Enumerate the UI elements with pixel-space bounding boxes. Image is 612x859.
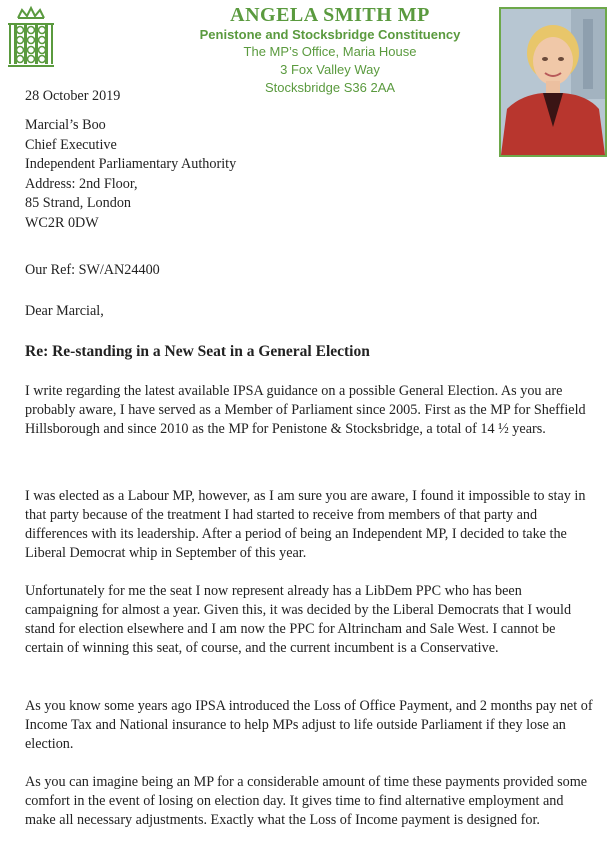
recipient-postcode: WC2R 0DW (25, 214, 99, 231)
recipient-address-line: Address: 2nd Floor, (25, 175, 138, 192)
recipient-organisation: Independent Parliamentary Authority (25, 156, 237, 172)
office-address-line: Stocksbridge S36 2AA (264, 80, 396, 95)
recipient-address (25, 116, 595, 233)
paragraph: As you know some years ago IPSA introduced the Loss of Office Payment, and 2 months pay net of Income Tax and National insurance to help MPs adjust to life outside Parliament if they lose an election. (25, 698, 593, 752)
letterhead (180, 4, 480, 97)
office-address-line: 3 Fox Valley Way (280, 62, 380, 77)
salutation: Dear Marcial, (25, 303, 104, 319)
office-address-line: The MP’s Office, Maria House (243, 44, 417, 59)
paragraph: As you can imagine being an MP for a considerable amount of time these payments provided some comfort in the event of losing on election day. It gives time to find alternative employment and make all necessary adjustments. Exactly what the Loss of Income payment is designed for. (25, 774, 588, 828)
mp-name: ANGELA SMITH MP (230, 4, 430, 26)
paragraph: I was elected as a Labour MP, however, as I am sure you are aware, I found it impossible to stay in that party because of the treatment I had started to receive from members of that party and differences with its leadership. After a period of being an Independent MP, I decided to take the Liberal Democrat whip in September of this year. (25, 488, 586, 561)
recipient-name: Marcial’s Boo (25, 117, 106, 133)
letter-date: 28 October 2019 (25, 88, 121, 104)
subject-line: Re: Re-standing in a New Seat in a General Election (25, 343, 370, 360)
paragraph: I write regarding the latest available IPSA guidance on a possible General Election. As you are probably aware, I have served as a Member of Parliament since 2005. First as the MP for Sheffield Hillsborough and since 2010 as the MP for Penistone & Stocksbridge, a total of 14 ½ years. (25, 383, 586, 437)
paragraph: Unfortunately for me the seat I now represent already has a LibDem PPC who has been campaigning for almost a year. Given this, it was decided by the Liberal Democrats that I would stand for election elsewhere and I am now the PPC for Altrincham and Sale West. I cannot be certain of winning this seat, of course, and the current incumbent is a Conservative. (25, 583, 572, 656)
reference: Our Ref: SW/AN24400 (25, 262, 160, 278)
portcullis-icon (4, 4, 58, 68)
recipient-title: Chief Executive (25, 136, 117, 153)
constituency-name: Penistone and Stocksbridge Constituency (199, 27, 461, 42)
recipient-address-line: 85 Strand, London (25, 195, 132, 211)
